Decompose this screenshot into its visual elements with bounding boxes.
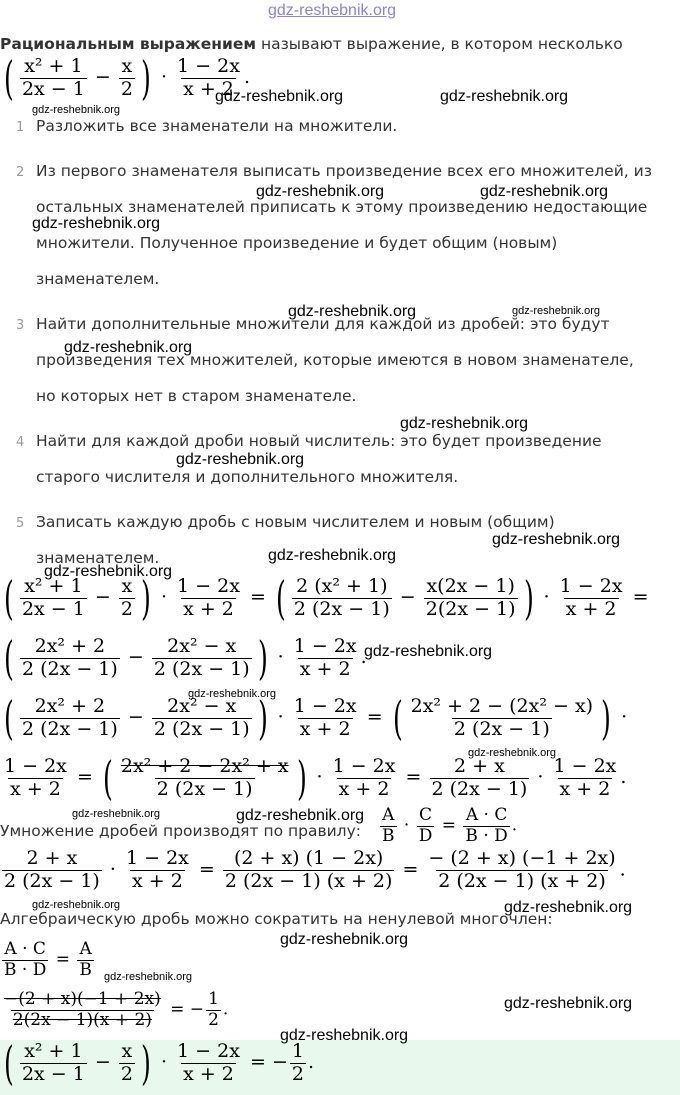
denominator: B · D <box>4 959 47 980</box>
denominator: x + 2 <box>132 869 183 892</box>
denominator: 2 (2x − 1) (x + 2) <box>438 869 606 892</box>
step-number: 5 <box>16 516 25 531</box>
numerator: A · C <box>465 805 508 825</box>
watermark-top-link[interactable]: gdz-reshebnik.org <box>268 2 397 19</box>
equation-5: $\frac{2 + x}{2 (2x - 1)}$ · $\frac{1 - 2x}{x + 2}$ = $\frac{(2 + x) (1 - 2x)}{2 (2x - 1) (x + 2)}$ = $\frac{- (2 + x) (-1 + 2x)}{2 (2x - 1) (x + 2)}$ . <box>4 847 626 892</box>
equation-2: ( $\frac{\text{2x² + 2}}{2 (2x - 1)}$ − $\frac{\text{2x² − x}}{2 (2x - 1)}$ ) · $\frac{1 - 2x}{x + 2}$ . <box>4 631 367 685</box>
period: . <box>243 66 250 88</box>
watermark: gdz-reshebnik.org <box>440 88 569 105</box>
denominator: 2x − 1 <box>21 1062 85 1085</box>
step-number: 4 <box>16 435 25 450</box>
watermark: gdz-reshebnik.org <box>504 899 633 916</box>
watermark: gdz-reshebnik.org <box>236 807 365 824</box>
watermark: gdz-reshebnik.org <box>280 931 409 948</box>
equals-minus: = − <box>249 1051 288 1073</box>
numerator: 1 <box>291 1039 304 1062</box>
numerator: 2x² − x <box>167 694 237 717</box>
numerator: 2x² + 2 <box>34 634 106 657</box>
numerator: 1 − 2x <box>4 754 67 777</box>
watermark: gdz-reshebnik.org <box>280 1027 409 1044</box>
numerator: 1 − 2x <box>293 694 357 717</box>
denominator: 2(2x − 1) <box>425 597 516 620</box>
intro-bold: Рациональным выражением <box>0 35 256 53</box>
numerator: x² + 1 <box>24 574 83 597</box>
numerator: − (2 + x) (−1 + 2x) <box>428 847 616 869</box>
denominator: x + 2 <box>183 77 234 100</box>
step-number: 3 <box>16 318 25 333</box>
numerator: 2x² + 2 − 2x² + x <box>120 754 289 777</box>
watermark: gdz-reshebnik.org <box>256 183 385 200</box>
numerator: 1 − 2x <box>177 574 240 597</box>
watermark: gdz-reshebnik.org <box>400 415 529 432</box>
step-5-line: Записать каждую дробь с новым числителем и новым (общим) <box>36 513 555 531</box>
denominator: 2 (2x − 1) <box>156 777 253 800</box>
watermark: gdz-reshebnik.org <box>188 688 277 700</box>
numerator: x <box>121 1039 133 1062</box>
step-2-line: множители. Полученное произведение и будет общим (новым) <box>36 234 558 252</box>
step-2-line: знаменателем. <box>36 270 160 288</box>
step-2-line: остальных знаменателей приписать к этому произведению недостающие <box>36 198 648 216</box>
numerator: 2 (x² + 1) <box>296 574 388 597</box>
watermark: gdz-reshebnik.org <box>32 899 121 911</box>
multiply-rule-formula: $\frac{A}{B}$ · $\frac{C}{D}$ = $\frac{A \cdot C}{B \cdot D}$ . <box>382 805 518 846</box>
numerator: (2 + x) (1 − 2x) <box>233 847 384 869</box>
denominator: 2 <box>120 597 133 620</box>
denominator: 2 (2x − 1) (x + 2) <box>224 869 393 892</box>
denominator: 2 <box>120 77 133 100</box>
denominator: B · D <box>465 825 508 846</box>
numerator: 2 + x <box>26 847 78 869</box>
denominator: x + 2 <box>299 657 351 680</box>
step-5-line: знаменателем. <box>36 549 160 567</box>
watermark: gdz-reshebnik.org <box>480 183 609 200</box>
step-3-line: но которых нет в старом знаменателе. <box>36 387 357 405</box>
step-2-line: Из первого знаменателя выписать произведение всех его множителей, из <box>36 162 652 180</box>
watermark: gdz-reshebnik.org <box>268 547 397 564</box>
final-answer: ( $\frac{\text{x² + 1}}{2x - 1}$ − $\frac{x}{2}$ ) · $\frac{1 - 2x}{x + 2}$ = − $\frac{1}{2}$ . <box>4 1036 315 1090</box>
denominator: 2(2x − 1)(x + 2) <box>12 1009 152 1030</box>
numerator: A <box>79 939 92 959</box>
numerator: A <box>382 805 395 825</box>
equation-3: ( $\frac{\text{2x² + 2}}{2 (2x - 1)}$ − $\frac{\text{2x² − x}}{2 (2x - 1)}$ ) · $\frac{1 - 2x}{x + 2}$ = ( $\frac{\text{2x² + 2 − (2x² − x)}}{2 (2x - 1)}$ ) · <box>4 691 628 745</box>
numerator: A · C <box>4 939 46 959</box>
step-number: 2 <box>16 165 25 180</box>
watermark: gdz-reshebnik.org <box>512 305 601 317</box>
numerator: 1 − 2x <box>332 754 396 777</box>
numerator: x <box>121 574 133 597</box>
denominator: 2 <box>291 1062 304 1085</box>
numerator: 1 − 2x <box>553 754 617 777</box>
intro-expression: ( $\frac{\text{x² + 1}}{2x - 1}$ − $\frac{x}{2}$ ) · $\frac{1 - 2x}{x + 2}$ . <box>4 51 250 105</box>
denominator: 2 <box>120 1062 133 1085</box>
equation-4: $\frac{1 - 2x}{x + 2}$ = ( $\frac{\text{2x² + 2 − 2x² + x}}{2 (2x - 1)}$ ) · $\frac{1 - 2x}{x + 2}$ = $\frac{2 + x}{2 (2x - 1)}$ · $\frac{1 - 2x}{x + 2}$ . <box>4 751 627 805</box>
denominator: x + 2 <box>10 777 61 800</box>
numerator: x <box>121 54 133 77</box>
numerator: 1 − 2x <box>177 54 240 77</box>
reduce-rule-formula: $\frac{A \cdot C}{B \cdot D}$ = $\frac{A}{B}$ <box>4 939 92 980</box>
denominator: x + 2 <box>299 717 351 740</box>
watermark: gdz-reshebnik.org <box>104 971 193 983</box>
watermark: gdz-reshebnik.org <box>215 88 344 105</box>
intro-text <box>0 35 623 53</box>
numerator: 2x² + 2 − (2x² − x) <box>410 694 594 717</box>
step-number: 1 <box>16 120 25 135</box>
equation-1: ( $\frac{\text{x² + 1}}{2x - 1}$ − $\frac{x}{2}$ ) · $\frac{1 - 2x}{x + 2}$ = ( $\frac{\text{2 (x² + 1)}}{2 (2x - 1)}$ − $\frac{x(2x - 1)}{2(2x - 1)}$ ) · $\frac{1 - 2x}{x + 2}$ = <box>4 571 649 625</box>
denominator: 2 (2x − 1) <box>293 597 390 620</box>
intro-rest: называют выражение, в котором несколько <box>260 35 623 53</box>
denominator: x + 2 <box>559 777 611 800</box>
numerator: C <box>419 805 433 825</box>
denominator: x + 2 <box>565 597 617 620</box>
denominator: 2 (2x − 1) <box>21 657 118 680</box>
denominator: 2x − 1 <box>21 597 85 620</box>
numerator: 1 − 2x <box>559 574 623 597</box>
denominator: 2 (2x − 1) <box>4 869 100 892</box>
denominator: B <box>382 825 395 846</box>
watermark: gdz-reshebnik.org <box>176 451 305 468</box>
watermark: gdz-reshebnik.org <box>504 995 633 1012</box>
watermark: gdz-reshebnik.org <box>468 747 557 759</box>
watermark: gdz-reshebnik.org <box>32 104 121 116</box>
numerator: 1 − 2x <box>177 1039 240 1062</box>
numerator: 1 − 2x <box>293 634 357 657</box>
equation-6: $\frac{-(2 + x)(-1 + 2x)}{2(2x - 1)(x + 2)}$ = − $\frac{1}{2}$ . <box>4 989 229 1030</box>
denominator: D <box>418 825 433 846</box>
numerator: 2 + x <box>454 754 505 777</box>
watermark: gdz-reshebnik.org <box>32 215 161 232</box>
watermark: gdz-reshebnik.org <box>44 563 173 580</box>
watermark: gdz-reshebnik.org <box>364 643 493 660</box>
equals-minus: = − <box>170 999 205 1020</box>
step-3-line: Найти дополнительные множители для каждой из дробей: это будут <box>36 315 610 333</box>
numerator: 2x² + 2 <box>34 694 106 717</box>
denominator: 2 (2x − 1) <box>21 717 118 740</box>
denominator: 2 (2x − 1) <box>453 717 550 740</box>
numerator: x(2x − 1) <box>426 574 515 597</box>
step-1-line: Разложить все знаменатели на множители. <box>36 117 398 135</box>
numerator: 1 <box>208 989 219 1009</box>
step-4-line: старого числителя и дополнительного множителя. <box>36 468 459 486</box>
watermark: gdz-reshebnik.org <box>64 339 193 356</box>
numerator: x² + 1 <box>24 1039 83 1062</box>
denominator: x + 2 <box>338 777 390 800</box>
numerator: 2x² − x <box>167 634 237 657</box>
reduce-rule-text: Алгебраическую дробь можно сократить на ненулевой многочлен: <box>0 910 553 928</box>
numerator: x² + 1 <box>24 54 83 77</box>
denominator: 2 (2x − 1) <box>153 717 250 740</box>
numerator: −(2 + x)(−1 + 2x) <box>4 989 161 1009</box>
denominator: 2x − 1 <box>21 77 85 100</box>
denominator: x + 2 <box>183 597 234 620</box>
step-4-line: Найти для каждой дроби новый числитель: это будет произведение <box>36 432 602 450</box>
step-3-line: произведения тех множителей, которые имеются в новом знаменателе, <box>36 351 634 369</box>
denominator: 2 (2x − 1) <box>153 657 250 680</box>
denominator: B <box>79 959 92 980</box>
denominator: 2 <box>208 1009 219 1030</box>
watermark: gdz-reshebnik.org <box>288 303 417 320</box>
watermark: gdz-reshebnik.org <box>492 531 621 548</box>
watermark: gdz-reshebnik.org <box>72 808 161 820</box>
multiply-rule-text: Умножение дробей производят по правилу: <box>0 822 361 840</box>
numerator: 1 − 2x <box>125 847 189 869</box>
denominator: x + 2 <box>183 1062 234 1085</box>
denominator: 2 (2x − 1) <box>431 777 528 800</box>
